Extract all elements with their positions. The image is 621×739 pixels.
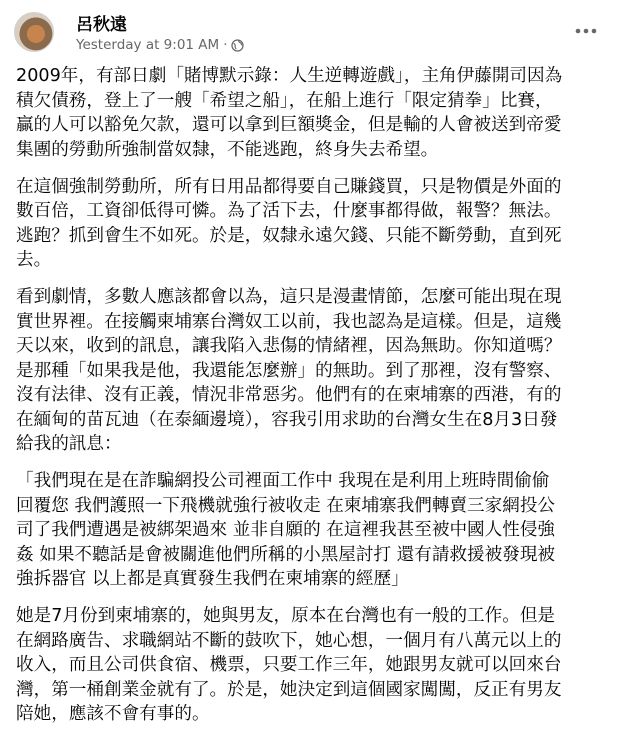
post-header xyxy=(14,10,607,56)
post-text-line: 沒有法律、沒有正義，情況非常惡劣。他們有的在柬埔寨的西港，有的 xyxy=(16,385,562,405)
post-text-line: 積欠債務，登上了一艘「希望之船」，在船上進行「限定猜拳」比賽， xyxy=(16,90,553,111)
post-text-line: 逃跑？抓到會生不如死。於是，奴隸永遠欠錢、只能不斷勞動，直到死 xyxy=(16,225,562,246)
post-text-line: 集團的勞動所強制當奴隸，不能逃跑，終身失去希望。 xyxy=(16,139,439,160)
post-text-line: 去。 xyxy=(16,250,52,270)
post-text-line: 數百倍，工資卻低得可憐。為了活下去，什麼事都得做，報警？無法。 xyxy=(16,201,562,221)
post-text-line: 姦 如果不聽話是會被關進他們所稱的小黑屋討打 還有請救援被發現被 xyxy=(16,544,556,565)
post-text-line: 回覆您 我們護照一下飛機就強行被收走 在柬埔寨我們轉賣三家網投公 xyxy=(16,495,556,516)
post-text-line: 給我的訊息： xyxy=(16,434,122,454)
post-paragraph xyxy=(16,285,610,457)
post-text-line: 強拆器官 以上都是真實發生我們在柬埔寨的經歷」 xyxy=(16,569,409,589)
post-text-line: 2009年，有部日劇「賭博默示錄：人生逆轉遊戲」，主角伊藤開司因為 xyxy=(16,66,563,86)
more-horizontal-icon xyxy=(575,19,597,38)
post-body xyxy=(16,64,610,739)
post-paragraph xyxy=(16,64,610,162)
post-text-line: 灣，第一桶創業金就有了。於是，她決定到這個國家闖闖，反正有男友 xyxy=(16,679,562,700)
post-text-line: 她是7月份到柬埔寨的，她與男友，原本在台灣也有一般的工作。但是 xyxy=(16,606,556,626)
avatar[interactable] xyxy=(14,12,54,52)
author-name[interactable]: 呂秋遠 xyxy=(76,15,127,35)
post-text-line: 天以來，收到的訊息，讓我陷入悲傷的情緒裡，因為無助。你知道嗎？ xyxy=(16,336,562,356)
post-text-line: 在緬甸的苗瓦迪（在泰緬邊境），容我引用求助的台灣女生在8月3日發 xyxy=(16,409,558,430)
post-quote-paragraph xyxy=(16,469,610,592)
post-text-line: 陪她，應該不會有事的。 xyxy=(16,704,210,724)
post-text-line: 司了我們遭遇是被綁架過來 並非自願的 在這裡我甚至被中國人性侵強 xyxy=(16,520,556,540)
post-text-line: 贏的人可以豁免欠款，還可以拿到巨額獎金，但是輸的人會被送到帝愛 xyxy=(16,115,562,135)
meta-separator: · xyxy=(223,37,228,53)
post-paragraph xyxy=(16,604,610,727)
post-text-line: 「我們現在是在詐騙網投公司裡面工作中 我現在是利用上班時間偷偷 xyxy=(16,471,550,491)
post-meta xyxy=(76,37,244,53)
post-text-line: 實世界裡。在接觸柬埔寨台灣奴工以前，我也認為是這樣。但是，這幾 xyxy=(16,311,562,332)
post-paragraph xyxy=(16,175,610,273)
post-text-line: 收入，而且公司供食宿、機票，只要工作三年，她跟男友就可以回來台 xyxy=(16,655,562,675)
post-text-line: 是那種「如果我是他，我還能怎麼辦」的無助。到了那裡，沒有警察、 xyxy=(16,360,562,381)
more-options-button[interactable] xyxy=(571,16,601,40)
post-text-line: 看到劇情，多數人應該都會以為，這只是漫畫情節，怎麼可能出現在現 xyxy=(16,287,562,307)
post-timestamp[interactable]: Yesterday at 9:01 AM xyxy=(76,37,220,53)
globe-icon[interactable] xyxy=(231,39,244,52)
post-text-line: 在網路廣告、求職網站不斷的鼓吹下，她心想，一個月有八萬元以上的 xyxy=(16,630,562,651)
post-text-line: 在這個強制勞動所，所有日用品都得要自己賺錢買，只是物價是外面的 xyxy=(16,176,562,197)
